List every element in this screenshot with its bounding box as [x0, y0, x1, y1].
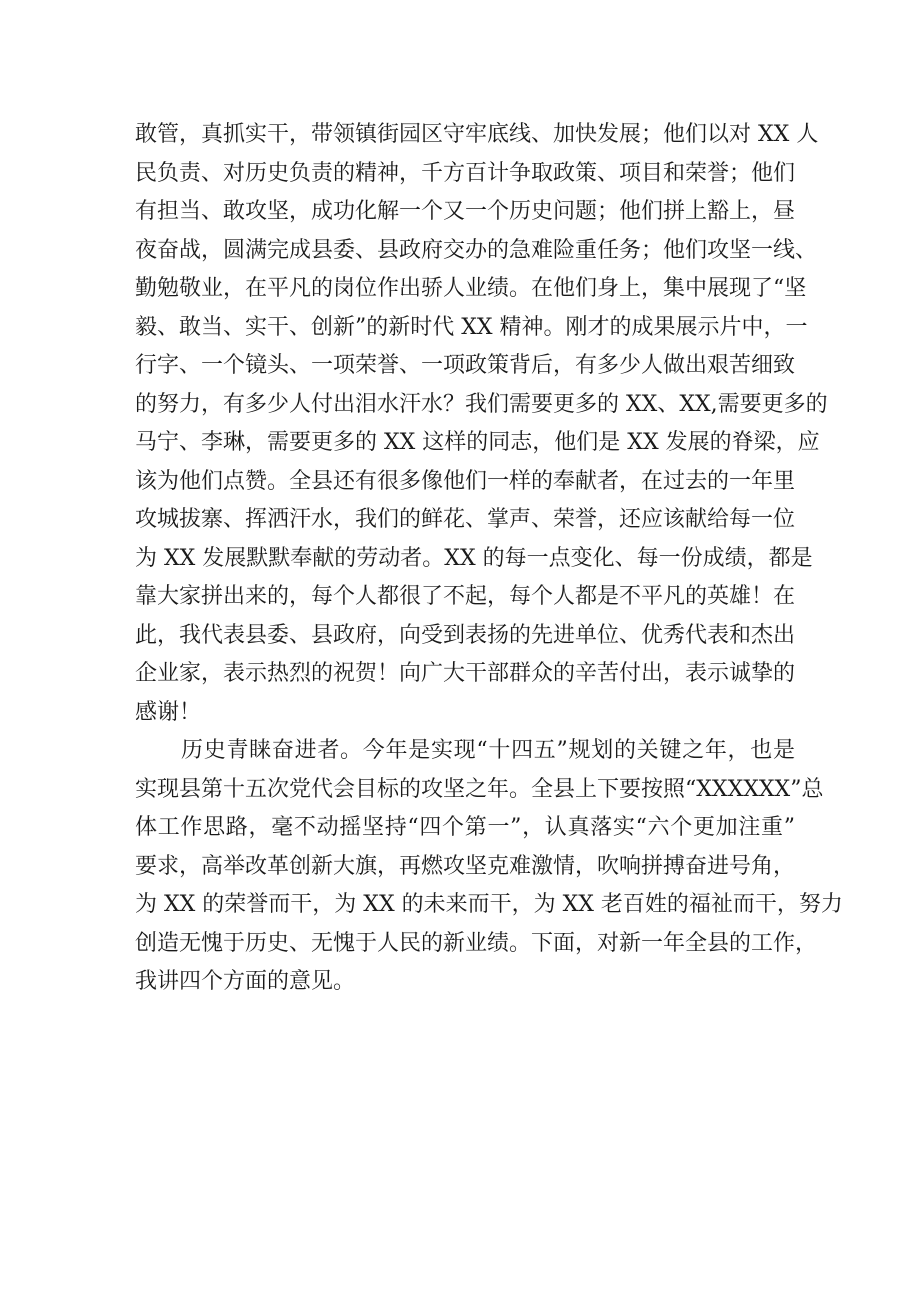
text-line: 马宁、李琳，需要更多的 XX 这样的同志，他们是 XX 发展的脊梁，应 — [135, 430, 820, 455]
text-line: 我讲四个方面的意见。 — [135, 969, 356, 994]
paragraph — [135, 732, 843, 1002]
text-line: 夜奋战，圆满完成县委、县政府交办的急难险重任务；他们攻坚一线、 — [135, 237, 818, 263]
text-line: 历史青睐奋进者。今年是实现“十四五”规划的关键之年，也是 — [181, 738, 795, 763]
text-line: 该为他们点赞。全县还有很多像他们一样的奉献者，在过去的一年里 — [135, 468, 796, 494]
text-line: 民负责、对历史负责的精神，千方百计争取政策、项目和荣誉；他们 — [135, 160, 796, 186]
text-line: 实现县第十五次党代会目标的攻坚之年。全县上下要按照“XXXXXX”总 — [135, 776, 824, 802]
document-body — [135, 116, 843, 1002]
text-line: 敢管，真抓实干，带领镇街园区守牢底线、加快发展；他们以对 XX 人 — [135, 122, 819, 147]
text-line: 毅、敢当、实干、创新”的新时代 XX 精神。刚才的成果展示片中，一 — [135, 314, 808, 340]
paragraph — [135, 116, 828, 732]
text-line: 体工作思路，毫不动摇坚持“四个第一”，认真落实“六个更加注重” — [135, 815, 795, 840]
text-line: 为 XX 发展默默奉献的劳动者。XX 的每一点变化、每一份成绩，都是 — [135, 545, 813, 571]
text-line: 要求，高举改革创新大旗，再燃攻坚克难激情，吹响拼搏奋进号角， — [135, 853, 796, 879]
text-line: 创造无愧于历史、无愧于人民的新业绩。下面，对新一年全县的工作， — [135, 930, 818, 956]
text-line: 的努力，有多少人付出泪水汗水？我们需要更多的 XX、XX,需要更多的 — [135, 391, 828, 417]
text-line: 有担当、敢攻坚，成功化解一个又一个历史问题；他们拼上豁上，昼 — [135, 199, 796, 224]
text-line: 感谢！ — [135, 699, 202, 725]
text-line: 行字、一个镜头、一项荣誉、一项政策背后，有多少人做出艰苦细致 — [135, 353, 796, 378]
text-line: 靠大家拼出来的，每个人都很了不起，每个人都是不平凡的英雄！在 — [135, 584, 796, 609]
text-line: 勤勉敬业，在平凡的岗位作出骄人业绩。在他们身上，集中展现了“坚 — [135, 276, 807, 301]
text-line: 企业家，表示热烈的祝贺！向广大干部群众的辛苦付出，表示诚挚的 — [135, 661, 796, 686]
text-line: 此，我代表县委、县政府，向受到表扬的先进单位、优秀代表和杰出 — [135, 622, 796, 648]
text-line: 为 XX 的荣誉而干，为 XX 的未来而干，为 XX 老百姓的福祉而干，努力 — [135, 892, 843, 917]
text-line: 攻城拔寨、挥洒汗水，我们的鲜花、掌声、荣誉，还应该献给每一位 — [135, 507, 796, 532]
